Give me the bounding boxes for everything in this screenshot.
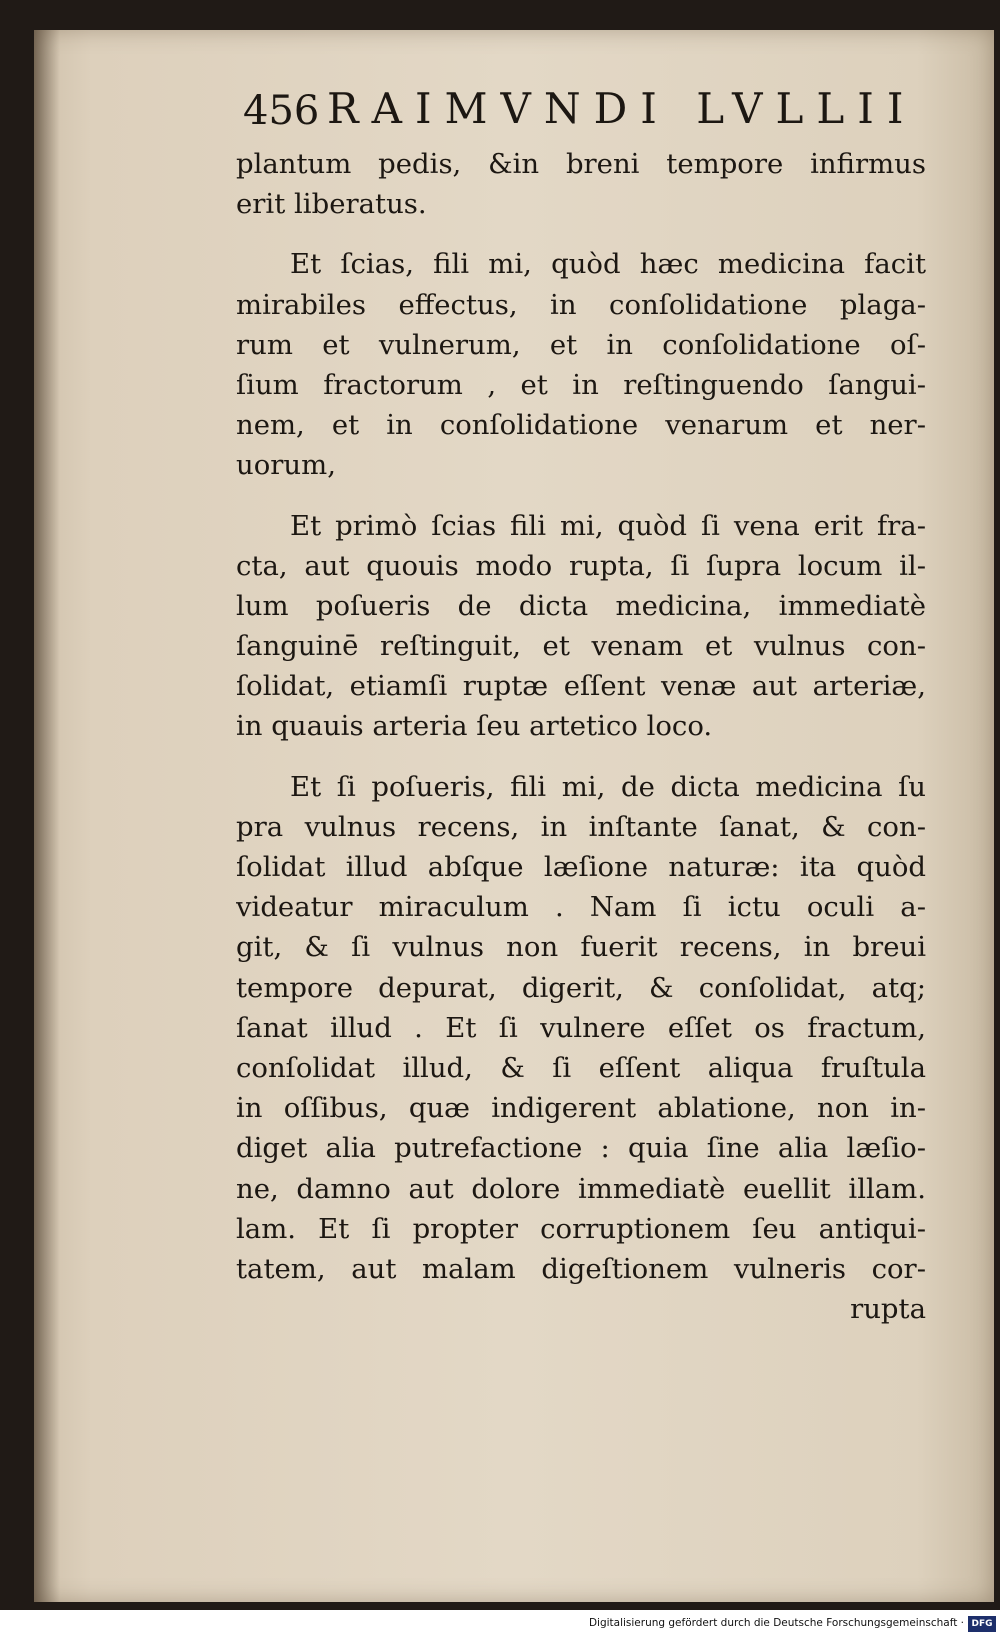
paragraph-gap <box>236 486 926 506</box>
text-line: in oſſibus, quæ indigerent ablatione, non in- <box>236 1092 926 1125</box>
page-number: 456 <box>243 88 320 134</box>
text-line: nem, et in conſolidatione venarum et ner- <box>236 409 926 442</box>
text-line: lum poſueris de dicta medicina, immediatè <box>236 589 926 622</box>
paragraph-gap <box>236 747 926 767</box>
text-line: ſium fractorum , et in reſtinguendo ſangui- <box>236 368 926 401</box>
text-line: Et primò ſcias fili mi, quòd ſi vena erit fra- <box>290 509 926 542</box>
text-line: mirabiles effectus, in conſolidatione plaga- <box>236 288 926 321</box>
text-line: in quauis arteria ſeu artetico loco. <box>236 710 713 743</box>
text-line: videatur miraculum . Nam ſi ictu oculi a- <box>236 891 926 924</box>
text-line: lam. Et ſi propter corruptionem ſeu antiqui- <box>236 1212 926 1245</box>
spine-shadow <box>34 30 60 1602</box>
running-title: RAIMVNDI LVLLII <box>327 84 917 133</box>
digitization-footer <box>0 1614 1000 1639</box>
text-line: tempore depurat, digerit, & conſolidat, atq; <box>236 971 926 1004</box>
dfg-logo: DFG <box>968 1616 996 1632</box>
text-line: conſolidat illud, & ſi eſſent aliqua fruſtula <box>236 1051 926 1084</box>
text-line: uorum, <box>236 449 336 482</box>
main-text <box>236 144 926 1333</box>
text-line: plantum pedis, &in breni tempore infirmus <box>236 148 926 180</box>
text-line: pra vulnus recens, in inſtante ſanat, & con- <box>236 810 926 843</box>
text-line: rum et vulnerum, et in conſolidatione oſ- <box>236 328 926 361</box>
running-head <box>243 80 917 144</box>
text-line: ſolidat, etiamſi ruptæ eſſent venæ aut arteriæ, <box>236 670 926 703</box>
funding-credit: Digitalisierung gefördert durch die Deutsche Forschungsgemeinschaft · <box>588 1617 964 1629</box>
catchword: rupta <box>850 1293 926 1326</box>
paragraph-gap <box>236 224 926 244</box>
text-line: Et ſi poſueris, fili mi, de dicta medicina ſu <box>290 770 926 803</box>
text-line: git, & ſi vulnus non fuerit recens, in breui <box>236 931 926 964</box>
text-line: erit liberatus. <box>236 188 427 221</box>
text-line: cta, aut quouis modo rupta, ſi ſupra locum il- <box>236 549 926 582</box>
text-line: ſanat illud . Et ſi vulnere eſſet os fractum, <box>236 1011 926 1044</box>
text-line: tatem, aut malam digeſtionem vulneris cor- <box>236 1252 926 1285</box>
text-line: Et ſcias, fili mi, quòd hæc medicina facit <box>290 248 926 281</box>
text-line: ſanguinē reſtinguit, et venam et vulnus con- <box>236 630 926 663</box>
text-line: ne, damno aut dolore immediatè euellit illam. <box>236 1172 926 1205</box>
text-line: diget alia putrefactione : quia ſine alia læſio- <box>236 1132 926 1165</box>
text-line: ſolidat illud abſque læſione naturæ: ita quòd <box>236 851 926 883</box>
